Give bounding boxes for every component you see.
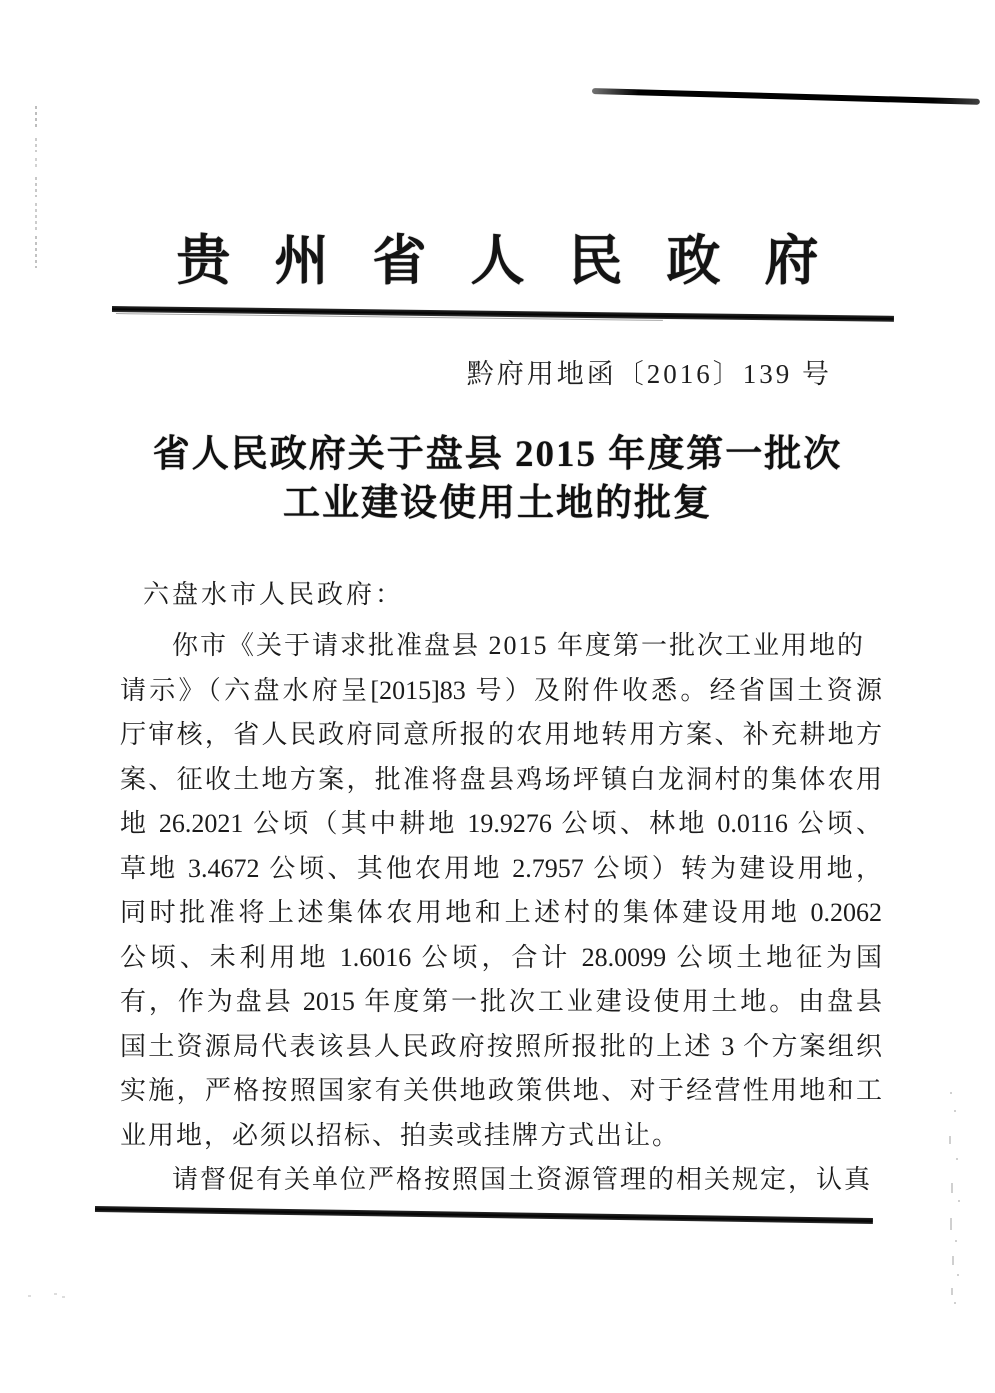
document-title-line2: 工业建设使用土地的批复 xyxy=(283,483,712,524)
body-line-9: 有，作为盘县 2015 年度第一批次工业建设使用土地。由盘县 xyxy=(120,987,882,1016)
body-line-8: 公顷、未利用地 1.6016 公顷，合计 28.0099 公顷土地征为国 xyxy=(120,942,882,972)
body-line-7: 同时批准将上述集体农用地和上述村的集体建设用地 0.2062 xyxy=(120,898,882,927)
scan-artifact-top-right-line xyxy=(592,88,980,105)
document-title xyxy=(60,430,935,528)
body-line-1: 你市《关于请求批准盘县 2015 年度第一批次工业用地的 xyxy=(172,631,866,660)
page-bottom-divider-line xyxy=(95,1206,873,1224)
scan-artifact-footer-specks xyxy=(28,1293,88,1303)
body-line-10: 国土资源局代表该县人民政府按照所报批的上述 3 个方案组织 xyxy=(120,1031,882,1061)
body-line-13: 请督促有关单位严格按照国土资源管理的相关规定，认真 xyxy=(172,1165,873,1194)
body-line-6: 草地 3.4672 公顷、其他农用地 2.7957 公顷）转为建设用地， xyxy=(120,853,882,883)
masthead-divider-line xyxy=(112,306,894,322)
issuing-authority-masthead xyxy=(0,218,995,295)
body-line-3: 厅审核，省人民政府同意所报的农用地转用方案、补充耕地方 xyxy=(120,720,882,749)
body-line-4: 案、征收土地方案，批准将盘县鸡场坪镇白龙洞村的集体农用 xyxy=(120,764,882,794)
body-line-2: 请示》（六盘水府呈[2015]83 号）及附件收悉。经省国土资源 xyxy=(120,675,882,705)
body-line-12: 业用地，必须以招标、拍卖或挂牌方式出让。 xyxy=(120,1120,681,1150)
document-title-line1: 省人民政府关于盘县 2015 年度第一批次 xyxy=(152,434,843,475)
issuing-authority-name: 贵州省人民政府 xyxy=(176,231,863,291)
body-line-11: 实施，严格按照国家有关供地政策供地、对于经营性用地和工 xyxy=(120,1076,882,1105)
body-line-5: 地 26.2021 公顷（其中耕地 19.9276 公顷、林地 0.0116 公顷、 xyxy=(120,809,882,838)
document-body xyxy=(120,624,882,1203)
addressee-salutation: 六盘水市人民政府： xyxy=(143,580,405,609)
scan-artifact-right-bleedthrough xyxy=(944,1088,970,1308)
document-reference-number: 黔府用地函〔2016〕139 号 xyxy=(466,359,832,389)
